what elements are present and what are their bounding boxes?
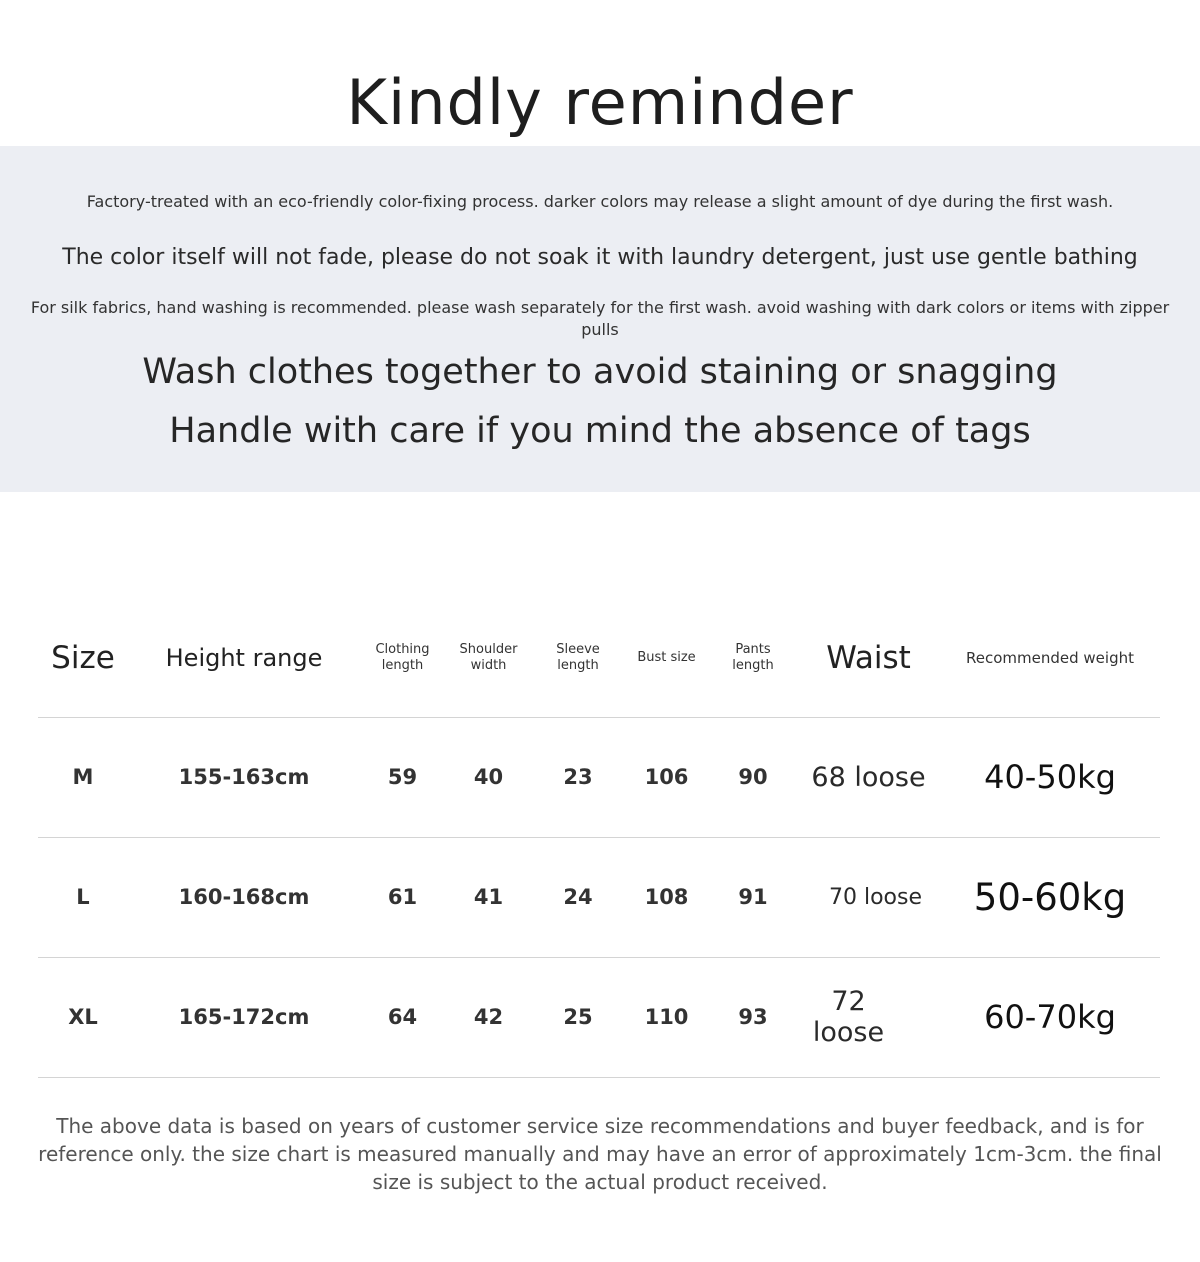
cell-bust-size: 106 [644, 765, 689, 789]
cell-bust-size: 108 [644, 885, 689, 909]
cell-size: XL [68, 1005, 98, 1029]
table-row-l [38, 837, 1160, 957]
cell-clothing-length: 61 [387, 885, 418, 909]
cell-size: M [72, 765, 94, 789]
header-waist: Waist [826, 640, 911, 677]
cell-height: 165-172cm [178, 1005, 310, 1029]
cell-shoulder-width: 41 [473, 885, 504, 909]
cell-weight: 60-70kg [984, 998, 1116, 1036]
cell-pants-length: 91 [738, 885, 768, 909]
header-sleeve-length: Sleeve length [556, 642, 600, 674]
header-recommended-weight: Recommended weight [966, 649, 1134, 668]
notice-tags: Handle with care if you mind the absence of tags [169, 411, 1031, 451]
size-chart-table [38, 600, 1160, 1078]
notice-color-fade: The color itself will not fade, please do not soak it with laundry detergent, just use gentle bathing [62, 245, 1138, 270]
cell-weight: 40-50kg [984, 758, 1116, 796]
cell-shoulder-width: 40 [473, 765, 504, 789]
header-height-range: Height range [165, 644, 323, 673]
cell-sleeve-length: 24 [563, 885, 593, 909]
header-size: Size [51, 640, 115, 677]
notice-wash-together: Wash clothes together to avoid staining or snagging [142, 352, 1058, 392]
header-clothing-length: Clothing length [375, 642, 430, 674]
table-header-row [38, 600, 1160, 717]
header-shoulder-width: Shoulder width [459, 642, 518, 674]
notice-silk-washing: For silk fabrics, hand washing is recommended. please wash separately for the first wash. avoid washing with dark colors or items with zipper pulls [30, 298, 1170, 339]
cell-waist: 68 loose [811, 761, 926, 793]
table-row-xl [38, 957, 1160, 1077]
cell-waist: 70 loose [828, 884, 923, 910]
cell-clothing-length: 64 [387, 1005, 418, 1029]
table-row-m [38, 717, 1160, 837]
cell-bust-size: 110 [644, 1005, 689, 1029]
cell-size: L [76, 885, 90, 909]
cell-sleeve-length: 25 [563, 1005, 593, 1029]
notice-color-fixing: Factory-treated with an eco-friendly color-fixing process. darker colors may release a slight amount of dye during the first wash. [86, 192, 1114, 211]
header-pants-length: Pants length [732, 642, 774, 674]
cell-height: 155-163cm [178, 765, 310, 789]
page-title: Kindly reminder [346, 66, 854, 139]
cell-height: 160-168cm [178, 885, 310, 909]
cell-shoulder-width: 42 [473, 1005, 504, 1029]
care-notice-panel [0, 146, 1200, 492]
cell-sleeve-length: 23 [563, 765, 593, 789]
cell-pants-length: 93 [738, 1005, 768, 1029]
cell-waist: 72 loose [812, 986, 885, 1048]
cell-clothing-length: 59 [387, 765, 418, 789]
size-disclaimer: The above data is based on years of customer service size recommendations and buyer feedback, and is for reference only. the size chart is measured manually and may have an error of approximately 1cm-3cm. the final size is subject to the actual product received. [38, 1114, 1162, 1194]
header-bust-size: Bust size [637, 650, 696, 666]
cell-weight: 50-60kg [973, 875, 1127, 919]
cell-pants-length: 90 [738, 765, 768, 789]
